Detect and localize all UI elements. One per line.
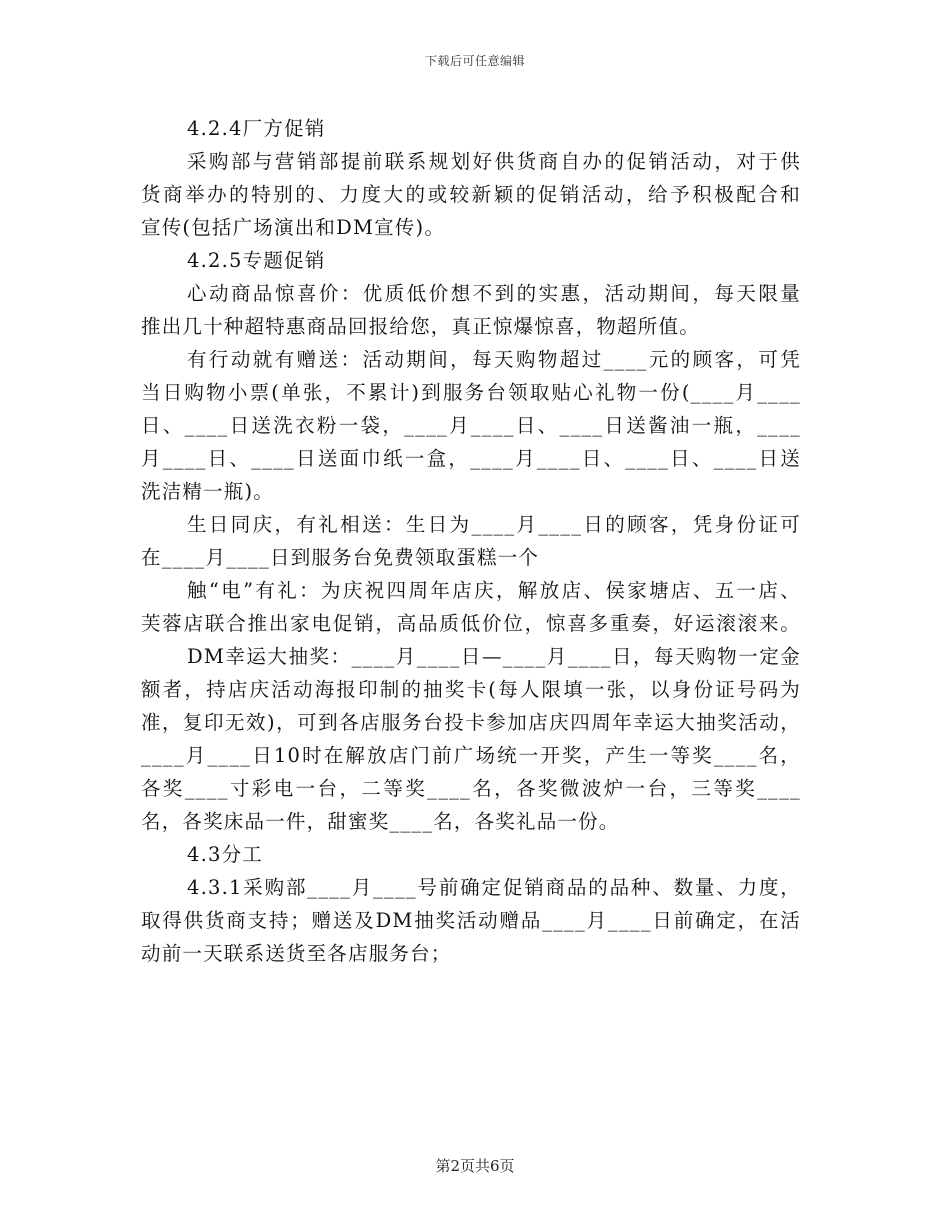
text-line: 名，各奖床品一件，甜蜜奖____名，各奖礼品一份。 (141, 810, 620, 833)
text-line: 4.3分工 (187, 843, 264, 866)
text-line: 准，复印无效)，可到各店服务台投卡参加店庆四周年幸运大抽奖活动， (141, 711, 801, 734)
text-line: 推出几十种超特惠商品回报给您，真正惊爆惊喜，物超所值。 (141, 315, 700, 338)
text-line: 采购部与营销部提前联系规划好供货商自办的促销活动，对于供 (187, 150, 801, 173)
text-line: 当日购物小票(单张，不累计)到服务台领取贴心礼物一份(____月____ (141, 381, 801, 404)
text-line: 洗洁精一瓶)。 (141, 480, 275, 503)
text-line: 货商举办的特别的、力度大的或较新颖的促销活动，给予积极配合和 (141, 183, 801, 206)
text-line: 取得供货商支持；赠送及DM抽奖活动赠品____月____日前确定，在活 (141, 909, 801, 932)
text-line: ____月____日10时在解放店门前广场统一开奖，产生一等奖____名， (141, 744, 801, 767)
text-line: 4.2.5专题促销 (187, 249, 326, 272)
text-line: 额者，持店庆活动海报印制的抽奖卡(每人限填一张，以身份证号码为 (141, 678, 801, 701)
text-line: 动前一天联系送货至各店服务台； (141, 942, 452, 965)
text-line: 触“电”有礼：为庆祝四周年店庆，解放店、侯家塘店、五一店、 (187, 579, 801, 602)
text-line: 在____月____日到服务台免费领取蛋糕一个 (141, 546, 540, 569)
text-line: DM幸运大抽奖：____月____日—____月____日，每天购物一定金 (187, 645, 801, 668)
text-line: 有行动就有赠送：活动期间，每天购物超过____元的顾客，可凭 (187, 348, 801, 371)
page-footer-number: 第2页共6页 (435, 1157, 515, 1175)
text-line: 4.2.4厂方促销 (187, 117, 326, 140)
text-line: 芙蓉店联合推出家电促销，高品质低价位，惊喜多重奏，好运滚滚来。 (141, 612, 801, 635)
document-body (141, 112, 801, 970)
text-line: 各奖____寸彩电一台，二等奖____名，各奖微波炉一台，三等奖____ (141, 777, 801, 800)
text-line: 月____日、____日送面巾纸一盒，____月____日、____日、____日送 (141, 447, 801, 470)
text-line: 宣传(包括广场演出和DM宣传)。 (141, 216, 446, 239)
text-line: 心动商品惊喜价：优质低价想不到的实惠，活动期间，每天限量 (187, 282, 801, 305)
text-line: 日、____日送洗衣粉一袋，____月____日、____日送酱油一瓶，____ (141, 414, 801, 437)
text-line: 生日同庆，有礼相送：生日为____月____日的顾客，凭身份证可 (187, 513, 801, 536)
text-line: 4.3.1采购部____月____号前确定促销商品的品种、数量、力度， (187, 876, 801, 899)
page-header-note: 下载后可任意编辑 (424, 54, 525, 68)
